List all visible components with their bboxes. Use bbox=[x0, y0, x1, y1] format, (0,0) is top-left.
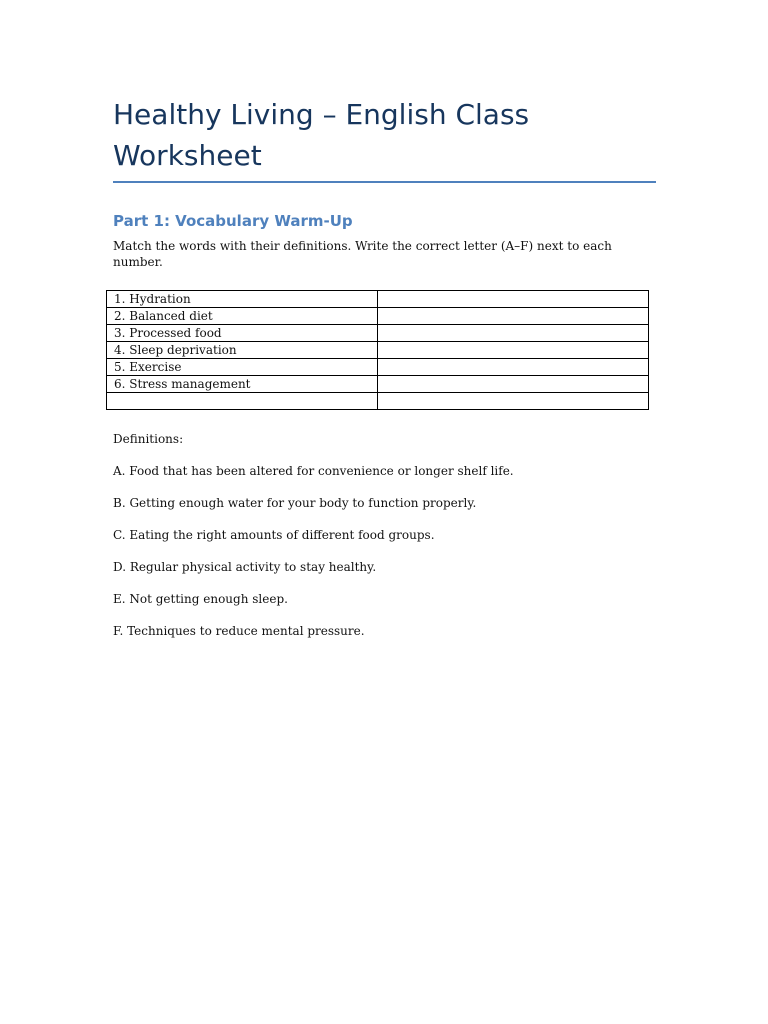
definition-item: B. Getting enough water for your body to function properly. bbox=[113, 496, 477, 510]
table-row bbox=[107, 376, 649, 393]
vocab-word bbox=[107, 393, 378, 410]
table-row bbox=[107, 359, 649, 376]
definition-item: A. Food that has been altered for convenience or longer shelf life. bbox=[113, 464, 514, 478]
table-row bbox=[107, 325, 649, 342]
definition-item: E. Not getting enough sleep. bbox=[113, 592, 288, 606]
table-row bbox=[107, 308, 649, 325]
definition-item: C. Eating the right amounts of different food groups. bbox=[113, 528, 435, 542]
answer-cell[interactable] bbox=[378, 359, 649, 376]
vocab-word: 6. Stress management bbox=[107, 376, 378, 393]
vocab-word: 2. Balanced diet bbox=[107, 308, 378, 325]
definition-item: F. Techniques to reduce mental pressure. bbox=[113, 624, 365, 638]
answer-cell[interactable] bbox=[378, 342, 649, 359]
answer-cell[interactable] bbox=[378, 325, 649, 342]
part1-heading: Part 1: Vocabulary Warm-Up bbox=[113, 212, 353, 230]
definitions-label: Definitions: bbox=[113, 432, 184, 446]
answer-cell[interactable] bbox=[378, 308, 649, 325]
vocab-word: 4. Sleep deprivation bbox=[107, 342, 378, 359]
definition-item: D. Regular physical activity to stay healthy. bbox=[113, 560, 377, 574]
table-row bbox=[107, 291, 649, 308]
vocab-word: 3. Processed food bbox=[107, 325, 378, 342]
table-row bbox=[107, 393, 649, 410]
answer-cell[interactable] bbox=[378, 393, 649, 410]
table-row bbox=[107, 342, 649, 359]
vocabulary-table bbox=[106, 290, 649, 410]
answer-cell[interactable] bbox=[378, 376, 649, 393]
page-title: Healthy Living – English Class Worksheet bbox=[113, 94, 656, 183]
answer-cell[interactable] bbox=[378, 291, 649, 308]
part1-instructions: Match the words with their definitions. Write the correct letter (A–F) next to each number. bbox=[113, 239, 612, 269]
definitions-section bbox=[113, 431, 514, 655]
vocab-word: 1. Hydration bbox=[107, 291, 378, 308]
vocab-word: 5. Exercise bbox=[107, 359, 378, 376]
worksheet-page bbox=[113, 94, 656, 270]
